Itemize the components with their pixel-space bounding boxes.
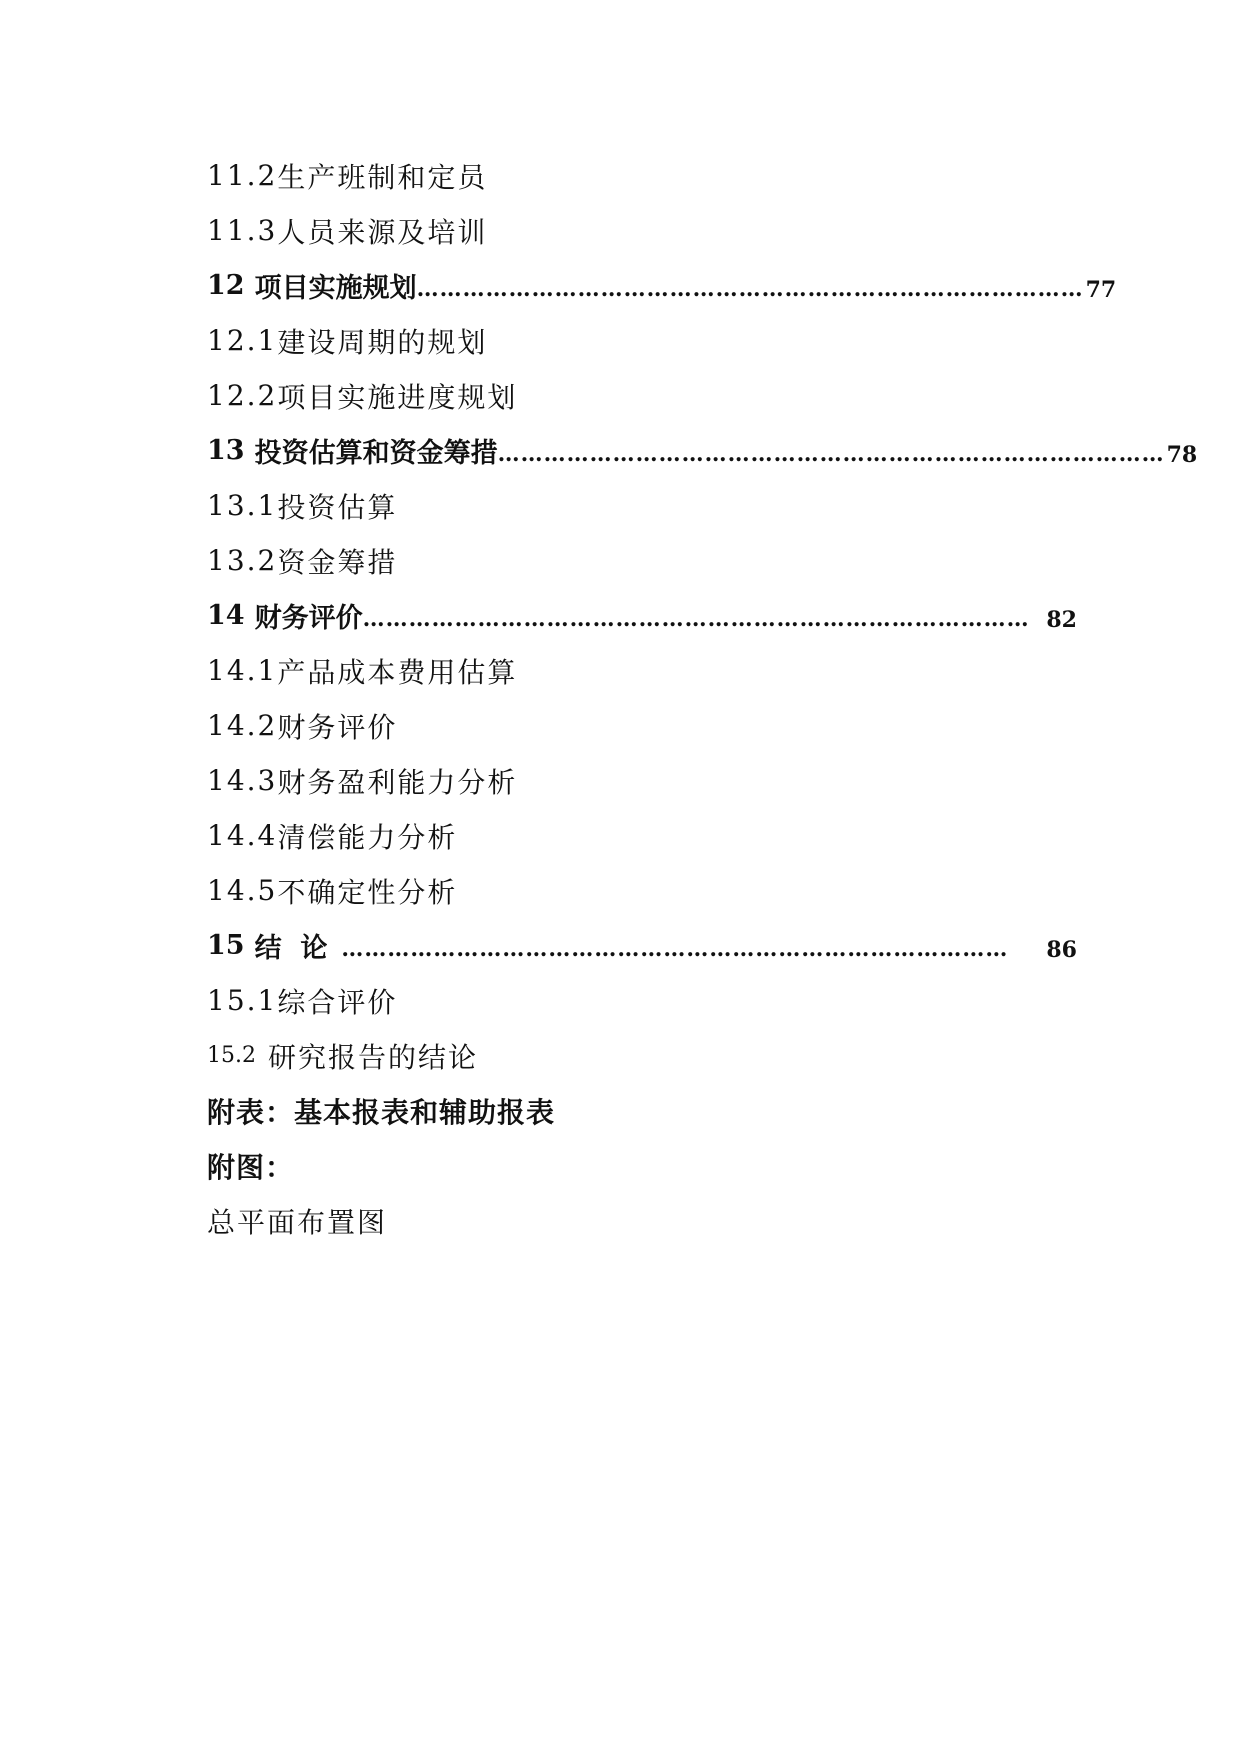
toc-entry-number: 14.1 xyxy=(207,654,278,687)
toc-chapter-title: 结 论 xyxy=(254,933,328,964)
toc-entry-15-1[interactable] xyxy=(207,973,1077,1028)
toc-chapter-number: 12 xyxy=(207,270,245,301)
toc-entry-number: 11.3 xyxy=(207,214,278,247)
appendix-figures-label: 附图： xyxy=(207,1150,295,1184)
toc-leader-dots: …………………………………………………………………………… xyxy=(416,275,1084,302)
toc-entry-14-3[interactable] xyxy=(207,753,1077,808)
toc-appendix-tables[interactable] xyxy=(207,1083,1077,1138)
toc-leader-dots: …………………………………………………………………………… xyxy=(341,935,1009,962)
toc-appendix-figures xyxy=(207,1138,1077,1193)
toc-entry-number: 15.1 xyxy=(207,984,278,1017)
toc-entry-title: 建设周期的规划 xyxy=(277,325,488,359)
toc-page-number: 82 xyxy=(1046,606,1077,633)
toc-entry-title: 生产班制和定员 xyxy=(277,160,488,194)
toc-entry-number: 13.1 xyxy=(207,489,278,522)
toc-chapter-number: 14 xyxy=(207,600,245,631)
toc-entry-14-1[interactable] xyxy=(207,643,1077,698)
toc-entry-title: 清偿能力分析 xyxy=(277,820,458,854)
toc-entry-number: 12.1 xyxy=(207,324,278,357)
toc-entry-14-4[interactable] xyxy=(207,808,1077,863)
toc-chapter-number: 13 xyxy=(207,435,245,466)
toc-entry-14-5[interactable] xyxy=(207,863,1077,918)
toc-entry-number: 13.2 xyxy=(207,544,278,577)
toc-entry-title: 财务盈利能力分析 xyxy=(277,765,518,799)
toc-entry-title: 研究报告的结论 xyxy=(267,1040,478,1074)
toc-entry-title: 不确定性分析 xyxy=(277,875,458,909)
toc-chapter-15[interactable] xyxy=(207,918,1077,973)
toc-entry-11-3[interactable] xyxy=(207,203,1077,258)
toc-chapter-title: 财务评价 xyxy=(254,603,363,634)
toc-entry-14-2[interactable] xyxy=(207,698,1077,753)
toc-entry-title: 人员来源及培训 xyxy=(277,215,488,249)
toc-figure-item[interactable] xyxy=(207,1193,1077,1248)
toc-entry-number: 14.2 xyxy=(207,709,278,742)
toc-chapter-14[interactable] xyxy=(207,588,1077,643)
toc-chapter-13[interactable] xyxy=(207,423,1198,478)
toc-entry-title: 产品成本费用估算 xyxy=(277,655,518,689)
toc-entry-title: 资金筹措 xyxy=(277,545,398,579)
figure-item-label: 总平面布置图 xyxy=(207,1205,388,1239)
toc-entry-number: 15.2 xyxy=(207,1043,256,1068)
toc-entry-number: 14.5 xyxy=(207,874,278,907)
toc-entry-number: 14.3 xyxy=(207,764,278,797)
toc-chapter-title: 项目实施规划 xyxy=(254,273,417,304)
toc-entry-12-2[interactable] xyxy=(207,368,1077,423)
toc-chapter-title: 投资估算和资金筹措 xyxy=(254,438,498,469)
toc-entry-title: 综合评价 xyxy=(277,985,398,1019)
toc-entry-13-2[interactable] xyxy=(207,533,1077,588)
toc-leader-dots: …………………………………………………………………………… xyxy=(362,605,1030,632)
toc-entry-number: 14.4 xyxy=(207,819,278,852)
toc-entry-title: 财务评价 xyxy=(277,710,398,744)
toc-leader-dots: …………………………………………………………………………… xyxy=(497,440,1165,467)
toc-entry-number: 11.2 xyxy=(207,159,278,192)
toc-entry-12-1[interactable] xyxy=(207,313,1077,368)
toc-entry-13-1[interactable] xyxy=(207,478,1077,533)
toc-page-number: 78 xyxy=(1166,441,1198,468)
appendix-tables-label: 附表：基本报表和辅助报表 xyxy=(207,1095,556,1129)
toc-entry-15-2[interactable] xyxy=(207,1028,1077,1083)
toc-entry-11-2[interactable] xyxy=(207,148,1077,203)
table-of-contents xyxy=(207,148,1198,1248)
toc-chapter-12[interactable] xyxy=(207,258,1117,313)
toc-chapter-number: 15 xyxy=(207,930,245,961)
toc-page-number: 86 xyxy=(1046,936,1077,963)
toc-page-number: 77 xyxy=(1085,276,1117,303)
toc-entry-title: 投资估算 xyxy=(277,490,398,524)
toc-entry-number: 12.2 xyxy=(207,379,278,412)
toc-entry-title: 项目实施进度规划 xyxy=(277,380,518,414)
